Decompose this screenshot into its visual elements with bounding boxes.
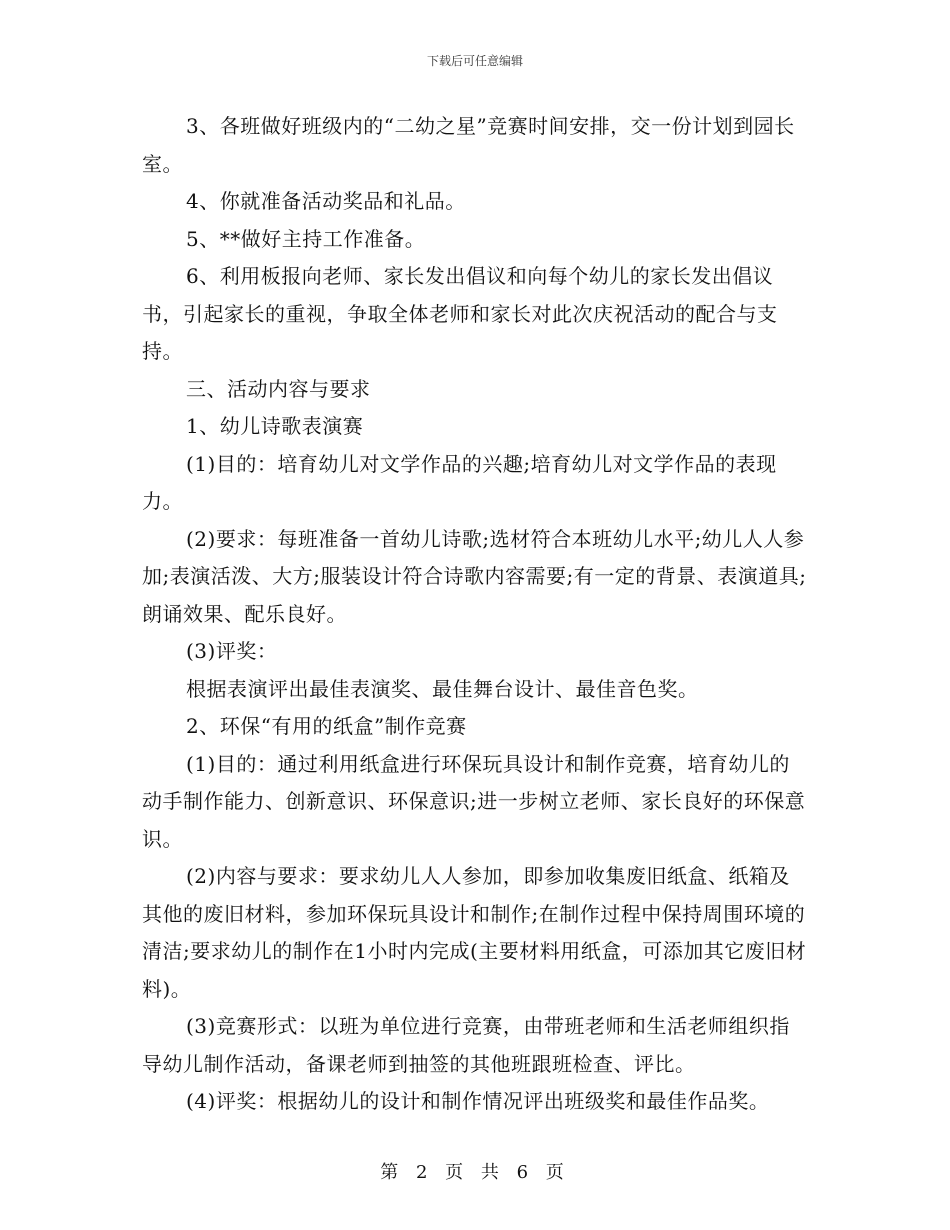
paragraph: 3、各班做好班级内的“二幼之星”竞赛时间安排，交一份计划到园长室。	[142, 114, 795, 176]
paragraph: 6、利用板报向老师、家长发出倡议和向每个幼儿的家长发出倡议书，引起家长的重视，争取全体老师和家长对此次庆祝活动的配合与支持。	[142, 264, 778, 363]
paragraph: (4)评奖：根据幼儿的设计和制作情况评出班级奖和最佳作品奖。	[186, 1089, 770, 1113]
page-header: 下载后可任意编辑	[426, 54, 523, 68]
paragraph: (3)评奖：	[186, 639, 278, 663]
paragraph: 5、**做好主持工作准备。	[186, 226, 426, 251]
paragraph: 4、你就准备活动奖品和礼品。	[186, 189, 466, 213]
page-footer: 第 2 页 共 6 页	[380, 1162, 570, 1183]
paragraph: (1)目的：培育幼儿对文学作品的兴趣;培育幼儿对文学作品的表现力。	[142, 451, 777, 513]
paragraph: (3)竞赛形式：以班为单位进行竞赛，由带班老师和生活老师组织指导幼儿制作活动，备课老师到抽签的其他班跟班检查、评比。	[142, 1014, 790, 1076]
subsection-heading: 2、环保“有用的纸盒”制作竞赛	[186, 714, 467, 738]
paragraph: (2)要求：每班准备一首幼儿诗歌;选材符合本班幼儿水平;幼儿人人参加;表演活泼、大方;服装设计符合诗歌内容需要;有一定的背景、表演道具;朗诵效果、配乐良好。	[142, 526, 807, 626]
paragraph: (2)内容与要求：要求幼儿人人参加，即参加收集废旧纸盒、纸箱及其他的废旧材料，参加环保玩具设计和制作;在制作过程中保持周围环境的清洁;要求幼儿的制作在1小时内完成(主要材料用纸盒，可添加其它废旧材料)。	[142, 864, 807, 1001]
document-body	[142, 108, 810, 1121]
paragraph: (1)目的：通过利用纸盒进行环保玩具设计和制作竞赛，培育幼儿的动手制作能力、创新意识、环保意识;进一步树立老师、家长良好的环保意识。	[142, 751, 806, 851]
subsection-heading: 1、幼儿诗歌表演赛	[186, 414, 364, 438]
section-heading: 三、活动内容与要求	[186, 376, 371, 401]
paragraph: 根据表演评出最佳表演奖、最佳舞台设计、最佳音色奖。	[186, 676, 699, 701]
